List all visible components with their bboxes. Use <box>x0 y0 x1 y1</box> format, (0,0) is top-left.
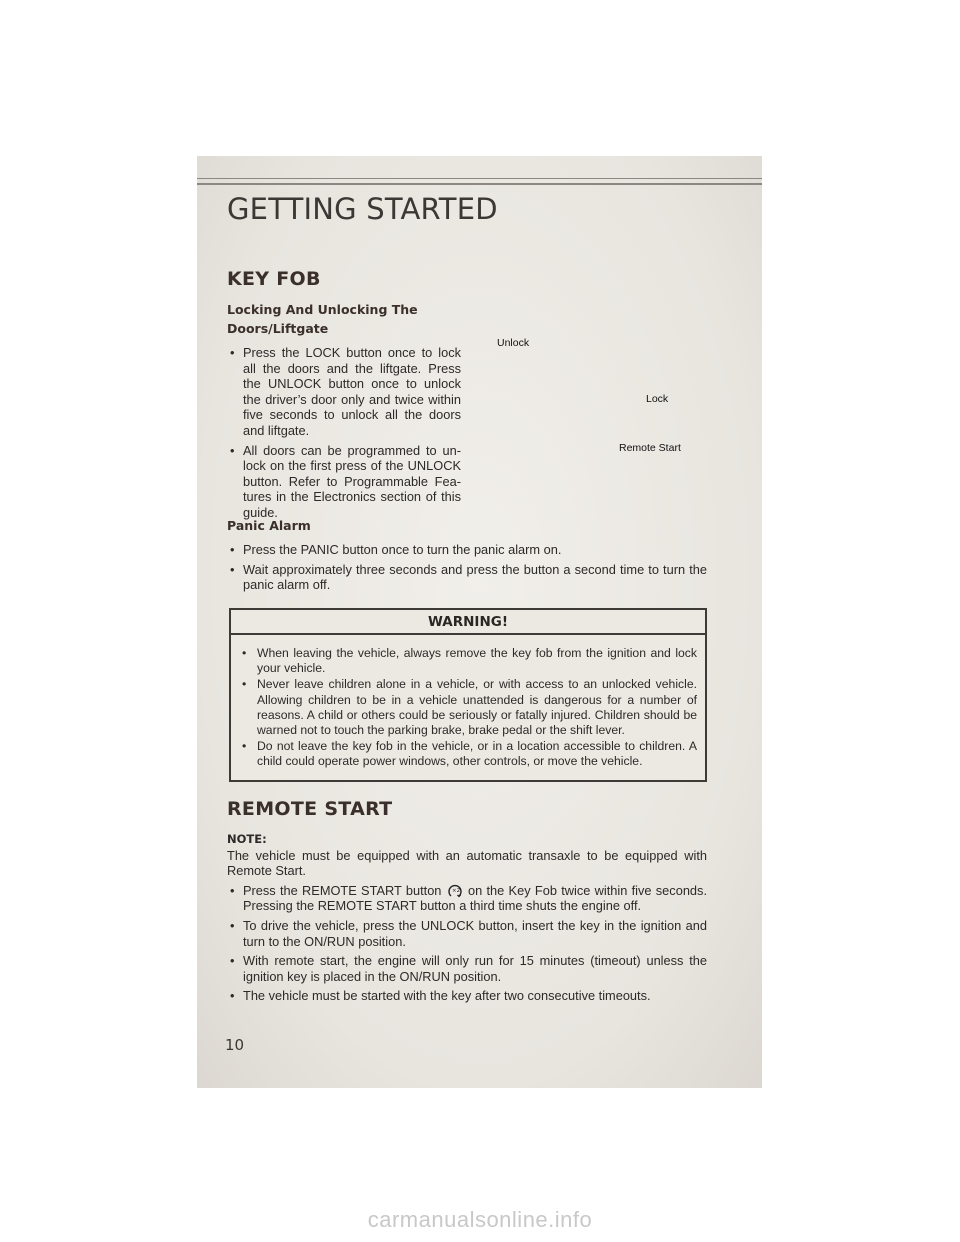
note-text: The vehicle must be equipped with an automatic transaxle to be equipped with Remote Start. <box>227 847 707 879</box>
panic-alarm-bullets <box>227 542 707 597</box>
page-number: 10 <box>225 1036 245 1054</box>
list-item: • Press the PANIC button once to turn the panic alarm on. <box>230 542 562 557</box>
list-item: • Never leave children alone in a vehicle, or with access to an unlocked vehicle. Allowing children to be in a vehicle unattended is dangerous for a number of reasons. A child or others could be seriously or fatally injured. Children should be warned not to touch the parking brake, brake pedal or the shift lever. <box>242 677 697 738</box>
list-item: • With remote start, the engine will only run for 15 minutes (timeout) unless the ignition key is placed in the ON/RUN position. <box>230 953 707 984</box>
section-header: GETTING STARTED <box>227 192 498 226</box>
list-item: • All doors can be programmed to un- lock on the first press of the UNLOCK button. Refer to Programmable Fea- tures in the Electronics section of this guide. <box>230 442 461 520</box>
remote-start-icon <box>448 884 462 898</box>
fob-label-lock: Lock <box>646 393 669 405</box>
list-item: • Press the LOCK button once to lock all the doors and the liftgate. Press the UNLOCK button once to unlock the driver’s door only and twice within five seconds to unlock all the doors and liftgate. <box>230 345 461 438</box>
list-item: • The vehicle must be started with the key after two consecutive timeouts. <box>230 988 651 1004</box>
warning-rule <box>231 633 705 635</box>
key-fob-bullets <box>227 345 461 525</box>
list-item: • Press the REMOTE START button ×2 on the Key Fob twice within five seconds. Pressing the REMOTE START button a third time shuts the engine off. <box>230 882 708 914</box>
fob-label-remote-start: Remote Start <box>619 442 681 454</box>
warning-title: WARNING! <box>428 614 508 630</box>
list-item: • Do not leave the key fob in the vehicle, or in a location accessible to children. A child could operate power windows, other controls, or move the vehicle. <box>242 739 697 769</box>
panic-alarm-title: Panic Alarm <box>227 518 311 533</box>
warning-box <box>229 608 707 782</box>
header-rule-thick <box>197 183 762 185</box>
watermark: carmanualsonline.info <box>367 1207 593 1232</box>
svg-text:×2: ×2 <box>451 887 460 894</box>
fob-label-unlock: Unlock <box>497 337 530 349</box>
warning-list <box>239 646 697 771</box>
locking-subtitle-line1: Locking And Unlocking The <box>227 302 418 317</box>
key-fob-title: KEY FOB <box>227 268 321 290</box>
header-rule <box>197 178 762 179</box>
list-item: • When leaving the vehicle, always remove the key fob from the ignition and lock your vehicle. <box>242 646 697 676</box>
list-item: • To drive the vehicle, press the UNLOCK button, insert the key in the ignition and turn to the ON/RUN position. <box>230 917 707 949</box>
remote-start-section <box>227 832 707 1008</box>
remote-start-title: REMOTE START <box>227 798 393 820</box>
locking-subtitle <box>227 300 418 338</box>
list-item: • Wait approximately three seconds and press the button a second time to turn the panic alarm off. <box>230 561 707 593</box>
note-label: NOTE: <box>227 832 267 846</box>
manual-page <box>197 156 762 1088</box>
locking-subtitle-line2: Doors/Liftgate <box>227 321 329 336</box>
